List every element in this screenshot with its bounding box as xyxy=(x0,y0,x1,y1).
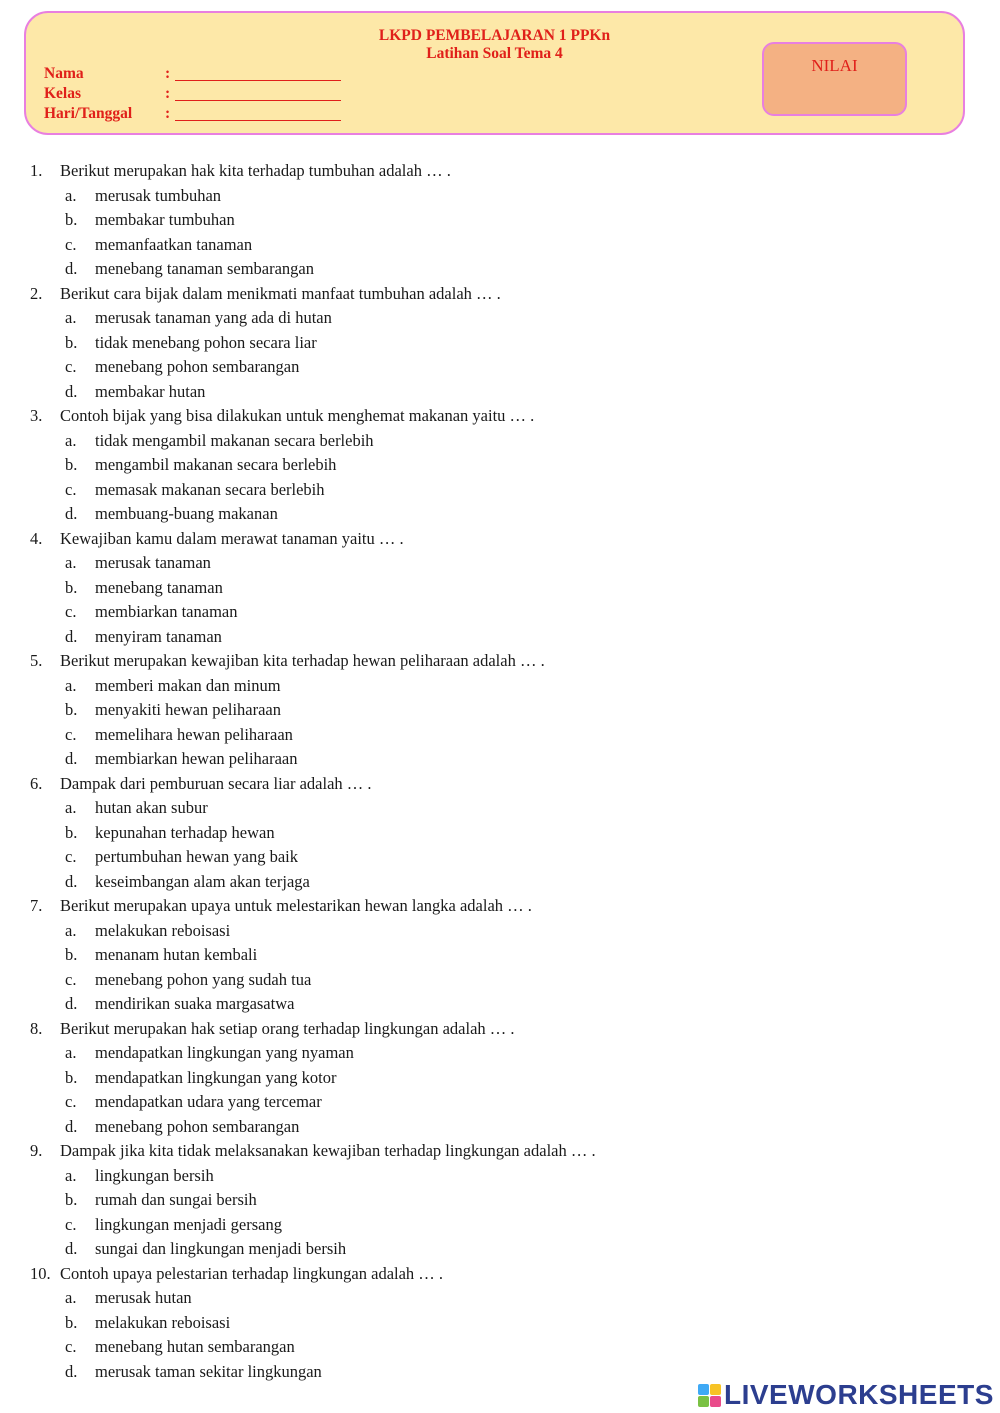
class-colon: : xyxy=(165,85,171,102)
answer-option[interactable] xyxy=(65,504,278,524)
question-text: Berikut merupakan upaya untuk melestarikan hewan langka adalah … . xyxy=(60,896,532,915)
answer-option[interactable] xyxy=(65,1190,257,1210)
option-letter: a. xyxy=(65,553,77,572)
date-field[interactable] xyxy=(44,103,341,123)
option-text: menebang hutan sembarangan xyxy=(95,1337,295,1356)
logo-square xyxy=(710,1384,721,1395)
name-field[interactable] xyxy=(44,63,341,83)
option-text: lingkungan menjadi gersang xyxy=(95,1214,282,1234)
option-letter: c. xyxy=(65,847,77,866)
option-text: memanfaatkan tanaman xyxy=(95,234,253,254)
option-letter: d. xyxy=(65,1116,78,1136)
option-letter: c. xyxy=(65,357,77,376)
option-text: menebang pohon yang sudah tua xyxy=(95,969,312,989)
date-blank[interactable] xyxy=(175,105,341,121)
question-text: Dampak jika kita tidak melaksanakan kewajiban terhadap lingkungan adalah … . xyxy=(60,1141,596,1160)
question-number: 7. xyxy=(30,896,43,915)
name-label: Nama xyxy=(44,65,84,82)
option-text: kepunahan terhadap hewan xyxy=(95,822,275,842)
question-5 xyxy=(30,651,545,671)
option-text: merusak tumbuhan xyxy=(95,185,222,205)
option-letter: b. xyxy=(65,210,78,229)
option-text: tidak mengambil makanan secara berlebih xyxy=(95,430,374,450)
question-text: Berikut merupakan hak kita terhadap tumbuhan adalah … . xyxy=(60,161,451,180)
question-number: 8. xyxy=(30,1018,43,1038)
worksheet-title: LKPD PEMBELAJARAN 1 PPKn xyxy=(378,27,611,44)
answer-option[interactable] xyxy=(65,1313,230,1333)
answer-option[interactable] xyxy=(65,798,208,818)
option-text: sungai dan lingkungan menjadi bersih xyxy=(95,1239,347,1258)
answer-option[interactable] xyxy=(65,1288,192,1308)
option-text: merusak hutan xyxy=(95,1288,192,1307)
option-text: memelihara hewan peliharaan xyxy=(95,724,293,744)
logo-square xyxy=(698,1396,709,1407)
option-letter: c. xyxy=(65,724,77,744)
option-text: membiarkan hewan peliharaan xyxy=(95,749,298,768)
option-letter: d. xyxy=(65,381,78,401)
option-text: tidak menebang pohon secara liar xyxy=(95,332,317,352)
answer-option[interactable] xyxy=(65,970,311,990)
option-text: melakukan reboisasi xyxy=(95,1312,231,1332)
option-letter: a. xyxy=(65,675,77,695)
option-letter: b. xyxy=(65,1067,78,1087)
class-label: Kelas xyxy=(44,85,82,102)
answer-option[interactable] xyxy=(65,1068,336,1088)
score-label: NILAI xyxy=(811,56,858,75)
option-letter: b. xyxy=(65,822,78,842)
option-letter: d. xyxy=(65,259,78,278)
question-3 xyxy=(30,406,534,426)
option-text: mendapatkan lingkungan yang kotor xyxy=(95,1067,337,1087)
option-text: menebang tanaman sembarangan xyxy=(95,259,314,278)
answer-option[interactable] xyxy=(65,921,230,941)
option-letter: c. xyxy=(65,479,77,499)
option-text: pertumbuhan hewan yang baik xyxy=(95,847,298,866)
option-letter: a. xyxy=(65,1043,77,1062)
answer-option[interactable] xyxy=(65,186,221,206)
option-letter: c. xyxy=(65,234,77,254)
option-text: menyiram tanaman xyxy=(95,626,222,646)
name-blank[interactable] xyxy=(175,65,341,81)
option-text: rumah dan sungai bersih xyxy=(95,1190,257,1209)
option-text: membakar tumbuhan xyxy=(95,210,235,229)
answer-option[interactable] xyxy=(65,1239,346,1259)
answer-option[interactable] xyxy=(65,1337,295,1357)
option-letter: c. xyxy=(65,1092,77,1111)
option-letter: a. xyxy=(65,920,77,940)
option-letter: b. xyxy=(65,945,78,964)
option-text: memberi makan dan minum xyxy=(95,675,281,695)
answer-option[interactable] xyxy=(65,455,336,475)
answer-option[interactable] xyxy=(65,1117,299,1137)
option-letter: d. xyxy=(65,871,78,891)
question-text: Berikut merupakan kewajiban kita terhadap hewan peliharaan adalah … . xyxy=(60,651,545,670)
option-text: menebang tanaman xyxy=(95,577,223,597)
question-9 xyxy=(30,1141,596,1161)
option-letter: d. xyxy=(65,994,78,1013)
class-blank[interactable] xyxy=(175,85,341,101)
question-8 xyxy=(30,1019,515,1039)
option-text: lingkungan bersih xyxy=(95,1165,214,1185)
answer-option[interactable] xyxy=(65,210,235,230)
option-text: membiarkan tanaman xyxy=(95,602,238,621)
option-letter: d. xyxy=(65,1239,78,1258)
option-letter: d. xyxy=(65,626,78,646)
answer-option[interactable] xyxy=(65,382,205,402)
option-text: mendapatkan udara yang tercemar xyxy=(95,1092,322,1111)
option-letter: d. xyxy=(65,1361,78,1381)
date-colon: : xyxy=(165,105,171,122)
question-number: 10. xyxy=(30,1263,51,1283)
option-letter: d. xyxy=(65,504,78,523)
option-text: merusak tanaman yang ada di hutan xyxy=(95,308,332,327)
answer-option[interactable] xyxy=(65,333,317,353)
question-number: 5. xyxy=(30,651,43,670)
option-letter: a. xyxy=(65,308,77,327)
option-text: merusak taman sekitar lingkungan xyxy=(95,1361,322,1381)
option-text: mengambil makanan secara berlebih xyxy=(95,455,337,474)
question-number: 2. xyxy=(30,283,43,303)
logo-mark-icon xyxy=(698,1384,721,1407)
liveworksheets-logo xyxy=(698,1380,994,1410)
answer-option[interactable] xyxy=(65,627,222,647)
option-letter: b. xyxy=(65,700,78,719)
option-text: menebang pohon sembarangan xyxy=(95,1116,300,1136)
option-text: menanam hutan kembali xyxy=(95,945,258,964)
logo-square xyxy=(710,1396,721,1407)
question-number: 4. xyxy=(30,528,43,548)
logo-text: LIVEWORKSHEETS xyxy=(724,1379,994,1410)
answer-option[interactable] xyxy=(65,1362,322,1382)
answer-option[interactable] xyxy=(65,578,223,598)
option-letter: a. xyxy=(65,430,77,450)
option-text: keseimbangan alam akan terjaga xyxy=(95,871,310,891)
answer-option[interactable] xyxy=(65,823,275,843)
question-text: Contoh bijak yang bisa dilakukan untuk menghemat makanan yaitu … . xyxy=(60,406,535,425)
header-panel xyxy=(24,11,965,135)
answer-option[interactable] xyxy=(65,235,252,255)
option-letter: d. xyxy=(65,749,78,768)
answer-option[interactable] xyxy=(65,1215,282,1235)
option-text: memasak makanan secara berlebih xyxy=(95,479,325,499)
question-text: Kewajiban kamu dalam merawat tanaman yaitu … . xyxy=(60,528,404,548)
question-2 xyxy=(30,284,501,304)
question-number: 9. xyxy=(30,1141,43,1160)
answer-option[interactable] xyxy=(65,1166,214,1186)
worksheet-subtitle: Latihan Soal Tema 4 xyxy=(426,45,563,62)
option-letter: a. xyxy=(65,1288,77,1307)
answer-option[interactable] xyxy=(65,602,237,622)
option-letter: c. xyxy=(65,1337,77,1356)
option-text: mendirikan suaka margasatwa xyxy=(95,994,295,1013)
option-letter: c. xyxy=(65,1214,77,1234)
option-text: membuang-buang makanan xyxy=(95,504,278,523)
option-letter: c. xyxy=(65,969,77,989)
question-text: Dampak dari pemburuan secara liar adalah … . xyxy=(60,773,372,793)
answer-option[interactable] xyxy=(65,1092,322,1112)
question-text: Berikut merupakan hak setiap orang terhadap lingkungan adalah … . xyxy=(60,1018,515,1038)
option-text: merusak tanaman xyxy=(95,553,211,572)
option-text: melakukan reboisasi xyxy=(95,920,231,940)
option-letter: a. xyxy=(65,1165,77,1185)
question-6 xyxy=(30,774,372,794)
name-colon: : xyxy=(165,65,171,82)
option-letter: b. xyxy=(65,332,78,352)
option-letter: b. xyxy=(65,455,78,474)
answer-option[interactable] xyxy=(65,700,281,720)
option-letter: b. xyxy=(65,1312,78,1332)
question-10 xyxy=(30,1264,443,1284)
question-1 xyxy=(30,161,451,181)
option-letter: b. xyxy=(65,1190,78,1209)
question-number: 1. xyxy=(30,161,43,180)
question-number: 3. xyxy=(30,406,43,425)
answer-option[interactable] xyxy=(65,480,325,500)
option-text: hutan akan subur xyxy=(95,798,208,817)
answer-option[interactable] xyxy=(65,994,294,1014)
question-4 xyxy=(30,529,404,549)
question-text: Contoh upaya pelestarian terhadap lingkungan adalah … . xyxy=(60,1263,444,1283)
date-label: Hari/Tanggal xyxy=(44,105,133,122)
option-letter: a. xyxy=(65,185,77,205)
answer-option[interactable] xyxy=(65,847,298,867)
question-number: 6. xyxy=(30,773,43,793)
answer-option[interactable] xyxy=(65,945,257,965)
answer-option[interactable] xyxy=(65,553,211,573)
option-text: menyakiti hewan peliharaan xyxy=(95,700,282,719)
answer-option[interactable] xyxy=(65,308,332,328)
answer-option[interactable] xyxy=(65,259,314,279)
question-7 xyxy=(30,896,532,916)
answer-option[interactable] xyxy=(65,431,374,451)
question-text: Berikut cara bijak dalam menikmati manfaat tumbuhan adalah … . xyxy=(60,283,501,303)
answer-option[interactable] xyxy=(65,357,299,377)
class-field[interactable] xyxy=(44,83,341,103)
option-text: membakar hutan xyxy=(95,381,206,401)
answer-option[interactable] xyxy=(65,725,293,745)
option-letter: c. xyxy=(65,602,77,621)
answer-option[interactable] xyxy=(65,1043,354,1063)
option-letter: b. xyxy=(65,577,78,597)
option-text: menebang pohon sembarangan xyxy=(95,357,300,376)
answer-option[interactable] xyxy=(65,676,281,696)
option-text: mendapatkan lingkungan yang nyaman xyxy=(95,1043,354,1062)
answer-option[interactable] xyxy=(65,749,298,769)
score-box[interactable] xyxy=(762,42,907,116)
option-letter: a. xyxy=(65,798,77,817)
logo-square xyxy=(698,1384,709,1395)
answer-option[interactable] xyxy=(65,872,310,892)
